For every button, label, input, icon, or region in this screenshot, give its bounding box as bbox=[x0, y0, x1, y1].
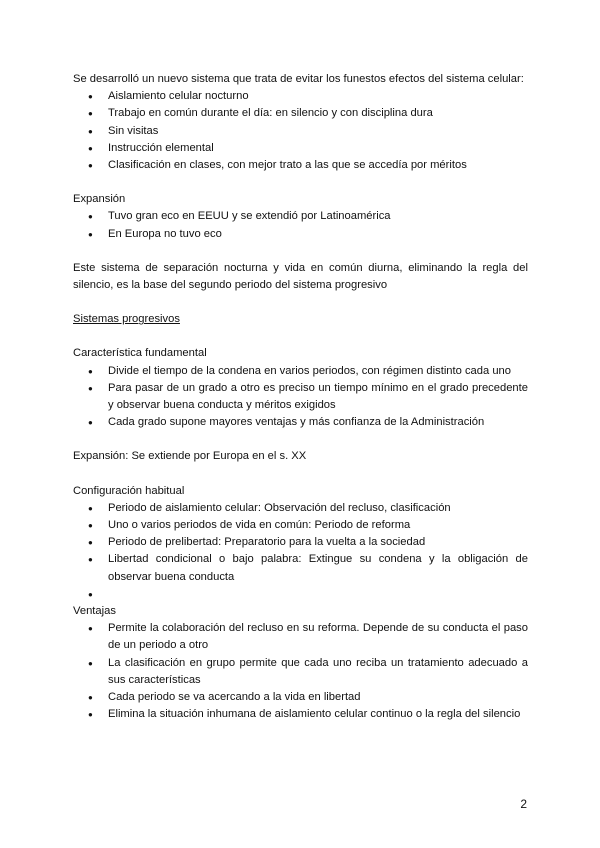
intro-text: Se desarrolló un nuevo sistema que trata de evitar los funestos efectos del sistema celular: bbox=[73, 73, 524, 85]
spacer bbox=[73, 174, 528, 191]
spacer bbox=[73, 431, 528, 448]
list-item: ● Permite la colaboración del recluso en su reforma. Depende de su conducta el paso de un periodo a otro bbox=[73, 620, 528, 654]
spacer bbox=[73, 294, 528, 311]
list-item: ● Tuvo gran eco en EEUU y se extendió por Latinoamérica bbox=[73, 208, 528, 225]
spacer bbox=[73, 243, 528, 260]
list-item: ● La clasificación en grupo permite que cada uno reciba un tratamiento adecuado a sus características bbox=[73, 655, 528, 689]
list-item: ● En Europa no tuvo eco bbox=[73, 226, 528, 243]
summary-paragraph: Este sistema de separación nocturna y vida en común diurna, eliminando la regla del silencio, es la base del segundo periodo del sistema progresivo bbox=[73, 261, 528, 292]
configuracion-list bbox=[73, 500, 528, 603]
caracteristica-heading: Característica fundamental bbox=[73, 347, 207, 360]
list-item: ● Cada grado supone mayores ventajas y más confianza de la Administración bbox=[73, 414, 528, 431]
list-item: ● Clasificación en clases, con mejor trato a las que se accedía por méritos bbox=[73, 157, 528, 174]
caracteristica-list bbox=[73, 363, 528, 432]
intro-list bbox=[73, 88, 528, 174]
section-title: Sistemas progresivos bbox=[73, 313, 180, 326]
list-item: ● Libertad condicional o bajo palabra: Extingue su condena y la obligación de observar buena conducta bbox=[73, 551, 528, 585]
list-item-empty bbox=[73, 586, 528, 603]
page-number: 2 bbox=[520, 797, 527, 811]
list-item: ● Divide el tiempo de la condena en varios periodos, con régimen distinto cada uno bbox=[73, 363, 528, 380]
list-item: ● Trabajo en común durante el día: en silencio y con disciplina dura bbox=[73, 105, 528, 122]
ventajas-heading: Ventajas bbox=[73, 605, 116, 618]
expansion-heading: Expansión bbox=[73, 193, 126, 206]
list-item: ● Elimina la situación inhumana de aislamiento celular continuo o la regla del silencio bbox=[73, 706, 528, 723]
spacer bbox=[73, 466, 528, 483]
list-item: ● Uno o varios periodos de vida en común: Periodo de reforma bbox=[73, 517, 528, 534]
ventajas-list bbox=[73, 620, 528, 723]
expansion-progresivos-text: Expansión: Se extiende por Europa en el s. XX bbox=[73, 450, 307, 463]
list-item: ● Periodo de prelibertad: Preparatorio para la vuelta a la sociedad bbox=[73, 534, 528, 551]
list-item: ● Sin visitas bbox=[73, 123, 528, 140]
list-item: ● Instrucción elemental bbox=[73, 140, 528, 157]
list-item: ● Periodo de aislamiento celular: Observación del recluso, clasificación bbox=[73, 500, 528, 517]
expansion-list bbox=[73, 208, 528, 242]
list-item: ● Cada periodo se va acercando a la vida en libertad bbox=[73, 689, 528, 706]
list-item: ● Aislamiento celular nocturno bbox=[73, 88, 528, 105]
document-body bbox=[73, 71, 528, 724]
list-item: ● Para pasar de un grado a otro es preciso un tiempo mínimo en el grado precedente y observar buena conducta y méritos exigidos bbox=[73, 380, 528, 414]
configuracion-heading: Configuración habitual bbox=[73, 484, 185, 497]
spacer bbox=[73, 328, 528, 345]
